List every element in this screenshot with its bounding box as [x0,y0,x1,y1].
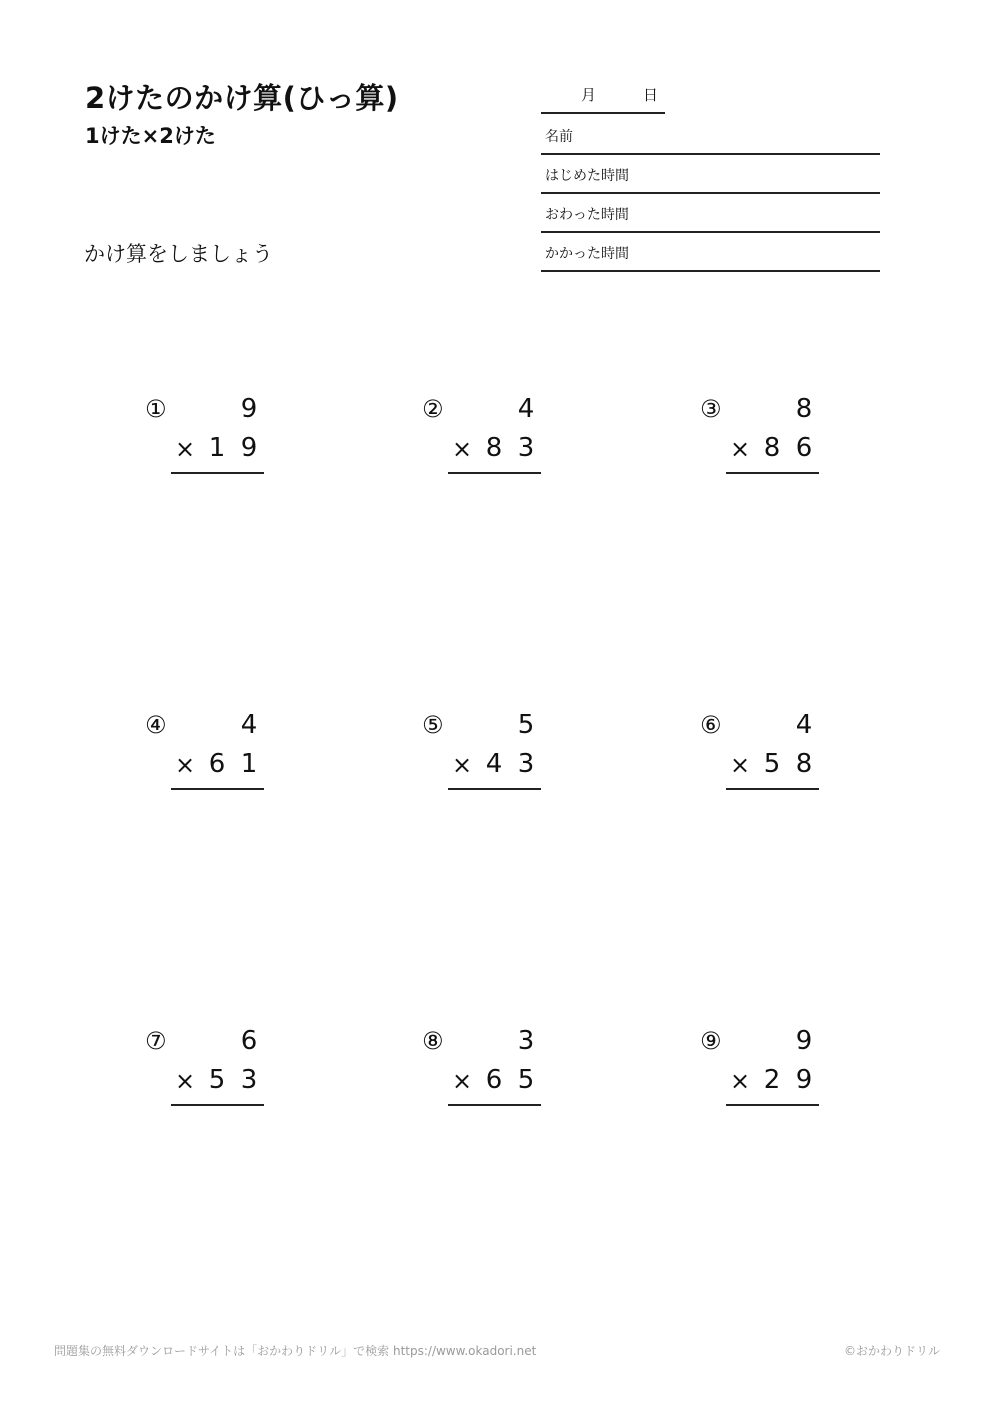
problem-number: ② [422,395,444,423]
problem-8 [422,1027,552,1107]
start-time-label: はじめた時間 [545,168,629,184]
problem-number: ⑧ [422,1027,444,1055]
answer-line [448,788,541,790]
problem-3 [700,395,830,475]
multiplier-tens: 6 [208,749,226,779]
answer-line [726,788,819,790]
multiplicand: 9 [240,394,258,424]
problem-number: ⑦ [145,1027,167,1055]
multiplicand: 3 [517,1026,535,1056]
times-sign: × [175,1067,196,1095]
multiplicand: 4 [240,710,258,740]
footer-copyright: ©おかわりドリル [843,1344,940,1358]
page-title: 2けたのかけ算(ひっ算) [85,81,399,115]
answer-line [448,472,541,474]
problem-9 [700,1027,830,1107]
times-sign: × [730,1067,751,1095]
elapsed-time-field [541,233,880,272]
multiplicand: 4 [517,394,535,424]
times-sign: × [175,751,196,779]
multiplier-ones: 5 [517,1065,535,1095]
problem-5 [422,711,552,791]
multiplier-tens: 2 [763,1065,781,1095]
answer-line [726,1104,819,1106]
problem-number: ⑨ [700,1027,722,1055]
times-sign: × [452,435,473,463]
answer-line [171,472,264,474]
times-sign: × [730,435,751,463]
times-sign: × [452,751,473,779]
multiplier-tens: 5 [208,1065,226,1095]
multiplier-tens: 1 [208,433,226,463]
problem-6 [700,711,830,791]
problem-4 [145,711,275,791]
times-sign: × [175,435,196,463]
elapsed-time-label: かかった時間 [545,246,629,262]
problem-1 [145,395,275,475]
answer-line [171,1104,264,1106]
instruction-text: かけ算をしましょう [84,242,273,266]
month-label: 月 [581,86,597,104]
multiplier-tens: 8 [485,433,503,463]
answer-line [171,788,264,790]
name-label: 名前 [545,129,573,145]
times-sign: × [730,751,751,779]
multiplier-tens: 4 [485,749,503,779]
multiplicand: 5 [517,710,535,740]
multiplier-ones: 6 [795,433,813,463]
multiplier-ones: 8 [795,749,813,779]
answer-line [726,472,819,474]
multiplicand: 6 [240,1026,258,1056]
multiplicand: 8 [795,394,813,424]
problem-7 [145,1027,275,1107]
times-sign: × [452,1067,473,1095]
multiplicand: 4 [795,710,813,740]
multiplier-ones: 3 [240,1065,258,1095]
end-time-label: おわった時間 [545,207,629,223]
problem-number: ① [145,395,167,423]
problem-number: ⑤ [422,711,444,739]
answer-line [448,1104,541,1106]
multiplier-ones: 9 [240,433,258,463]
multiplier-ones: 9 [795,1065,813,1095]
multiplier-ones: 3 [517,749,535,779]
name-field [541,116,880,155]
footer-site-note: 問題集の無料ダウンロードサイトは「おかわりドリル」で検索 https://www.okadori.net [54,1344,537,1358]
multiplier-ones: 3 [517,433,535,463]
date-field [541,84,665,114]
multiplier-tens: 6 [485,1065,503,1095]
end-time-field [541,194,880,233]
day-label: 日 [643,86,659,104]
multiplicand: 9 [795,1026,813,1056]
problem-number: ⑥ [700,711,722,739]
problem-number: ③ [700,395,722,423]
start-time-field [541,155,880,194]
problem-number: ④ [145,711,167,739]
multiplier-tens: 5 [763,749,781,779]
problem-2 [422,395,552,475]
multiplier-tens: 8 [763,433,781,463]
page-subtitle: 1けた×2けた [85,124,216,148]
multiplier-ones: 1 [240,749,258,779]
